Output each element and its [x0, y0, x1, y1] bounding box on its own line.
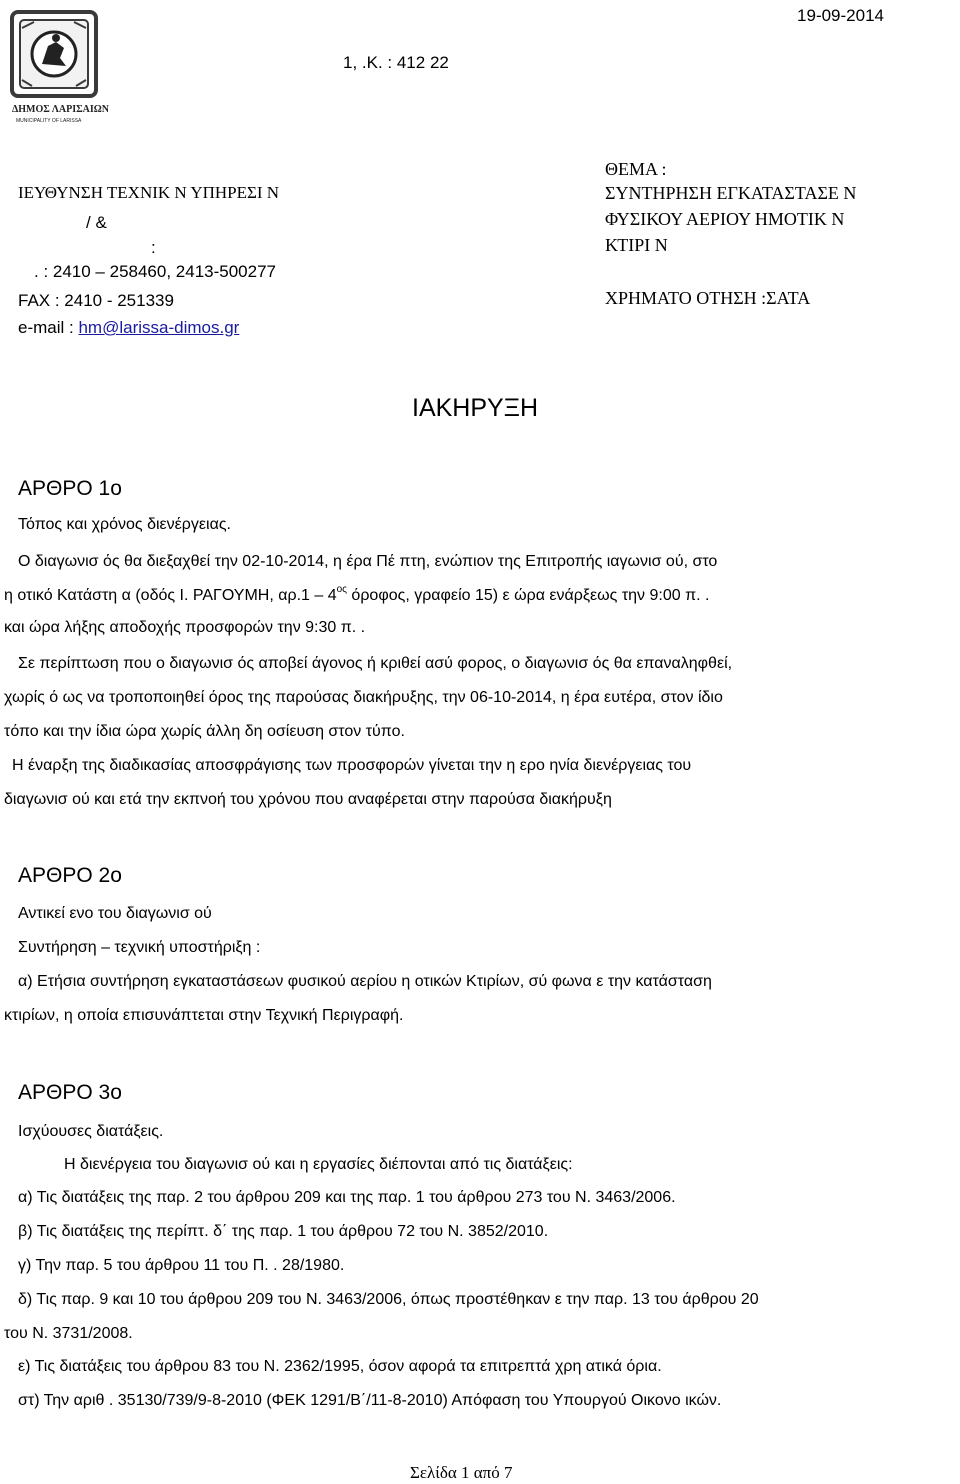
department-name: ΙΕΥΘΥΝΣΗ ΤΕΧΝΙΚ Ν ΥΠΗΡΕΣΙ Ν [18, 183, 280, 202]
theme-line3: ΚΤΙΡΙ Ν [605, 235, 668, 255]
logo-text: ΔΗΜΟΣ ΛΑΡΙΣΑΙΩΝ [12, 104, 110, 115]
municipality-logo [8, 8, 110, 126]
article-3-item-e: ε) Τις διατάξεις του άρθρου 83 του Ν. 2362/1995, όσον αφορά τα επιτρεπτά χρη ατικά όρια. [18, 1358, 662, 1375]
article-1-p1-line1: Ο διαγωνισ ός θα διεξαχθεί την 02-10-2014, η έρα Πέ πτη, ενώπιον της Επιτροπής ιαγωνισ ού, στο [18, 553, 718, 570]
ordinal-suffix: ος [336, 584, 347, 595]
article-1-heading: ΑΡΘΡΟ 1ο [18, 477, 122, 500]
article-1-p2-line2: χωρίς ό ως να τροποποιηθεί όρος της παρούσας διακήρυξης, την 06-10-2014, η έρα ευτέρα, στον ίδιο [4, 689, 723, 706]
theme-line1: ΣΥΝΤΗΡΗΣΗ ΕΓΚΑΤΑΣΤΑΣΕ Ν [605, 183, 857, 203]
theme-label: ΘΕΜΑ : [605, 159, 667, 179]
article-1-subtitle: Τόπος και χρόνος διενέργειας. [18, 516, 231, 533]
article-2-line4: κτιρίων, η οποία επισυνάπτεται στην Τεχνική Περιγραφή. [4, 1007, 404, 1024]
page-number: Σελίδα 1 από 7 [410, 1463, 513, 1482]
article-1-p3-line1: Η έναρξη της διαδικασίας αποσφράγισης των προσφορών γίνεται την η ερο ηνία διενέργειας του [12, 757, 692, 774]
article-2-line2: Συντήρηση – τεχνική υποστήριξη : [18, 939, 261, 956]
funding-line: ΧΡΗΜΑΤΟ ΟΤΗΣΗ :ΣΑΤΑ [605, 288, 811, 308]
p1-line2-start: η οτικό Κατάστη α (οδός Ι. ΡΑΓΟΥΜΗ, αρ.1 – 4 [4, 587, 337, 604]
article-2-subtitle: Αντικεί ενο του διαγωνισ ού [18, 905, 212, 922]
article-1-p1-line2 [4, 586, 709, 605]
article-2-line3: α) Ετήσια συντήρηση εγκαταστάσεων φυσικού αερίου η οτικών Κτιρίων, σύ φωνα ε την κατάσταση [18, 973, 712, 990]
article-1-p1-line3: και ώρα λήξης αποδοχής προσφορών την 9:30 π. . [4, 619, 366, 636]
document-date: 19-09-2014 [797, 6, 884, 25]
article-3-item-d-line2: του Ν. 3731/2008. [4, 1325, 133, 1342]
theme-line2: ΦΥΣΙΚΟΥ ΑΕΡΙΟΥ ΗΜΟΤΙΚ Ν [605, 209, 845, 229]
article-3-item-b: β) Τις διατάξεις της περίπτ. δ΄ της παρ. 1 του άρθρου 72 του Ν. 3852/2010. [18, 1223, 549, 1240]
fax-number: FAX : 2410 - 251339 [18, 291, 174, 310]
article-3-heading: ΑΡΘΡΟ 3ο [18, 1081, 122, 1104]
article-3-item-a: α) Τις διατάξεις της παρ. 2 του άρθρου 209 και της παρ. 1 του άρθρου 273 του Ν. 3463/2006. [18, 1189, 676, 1206]
p1-line2-end: όροφος, γραφείο 15) ε ώρα ενάρξεως την 9:00 π. . [346, 587, 710, 604]
article-1-p2-line1: Σε περίπτωση που ο διαγωνισ ός αποβεί άγονος ή κριθεί ασύ φορος, ο διαγωνισ ός θα επαναληφθεί, [18, 655, 733, 672]
postal-address: 1, .Κ. : 412 22 [343, 53, 449, 72]
phone-numbers: . : 2410 – 258460, 2413-500277 [34, 262, 276, 281]
document-title: ΙΑΚΗΡΥΞΗ [412, 394, 539, 422]
article-3-intro: Η διενέργεια του διαγωνισ ού και η εργασίες διέπονται από τις διατάξεις: [64, 1156, 573, 1173]
article-2-heading: ΑΡΘΡΟ 2ο [18, 864, 122, 887]
email-line [18, 318, 239, 338]
department-line2: / & [86, 213, 107, 232]
article-3-item-st: στ) Την αριθ . 35130/739/9-8-2010 (ΦΕΚ 1291/Β΄/11-8-2010) Απόφαση του Υπουργού Οικονο ικών. [18, 1392, 722, 1409]
article-3-item-d-line1: δ) Τις παρ. 9 και 10 του άρθρου 209 του Ν. 3463/2006, όπως προστέθηκαν ε την παρ. 13 του άρθρου 20 [18, 1291, 759, 1308]
email-link[interactable]: hm@larissa-dimos.gr [78, 318, 240, 337]
article-1-p3-line2: διαγωνισ ού και ετά την εκπνοή του χρόνου που αναφέρεται στην παρούσα διακήρυξη [4, 791, 612, 808]
article-1-p2-line3: τόπο και την ίδια ώρα χωρίς άλλη δη οσίευση στον τύπο. [4, 723, 405, 740]
article-3-subtitle: Ισχύουσες διατάξεις. [18, 1123, 164, 1140]
logo-subtext: MUNICIPALITY OF LARISSA [16, 118, 82, 124]
email-label: e-mail : [18, 318, 79, 337]
department-line3: : [151, 238, 156, 257]
article-3-item-c: γ) Την παρ. 5 του άρθρου 11 του Π. . 28/1980. [18, 1257, 345, 1274]
